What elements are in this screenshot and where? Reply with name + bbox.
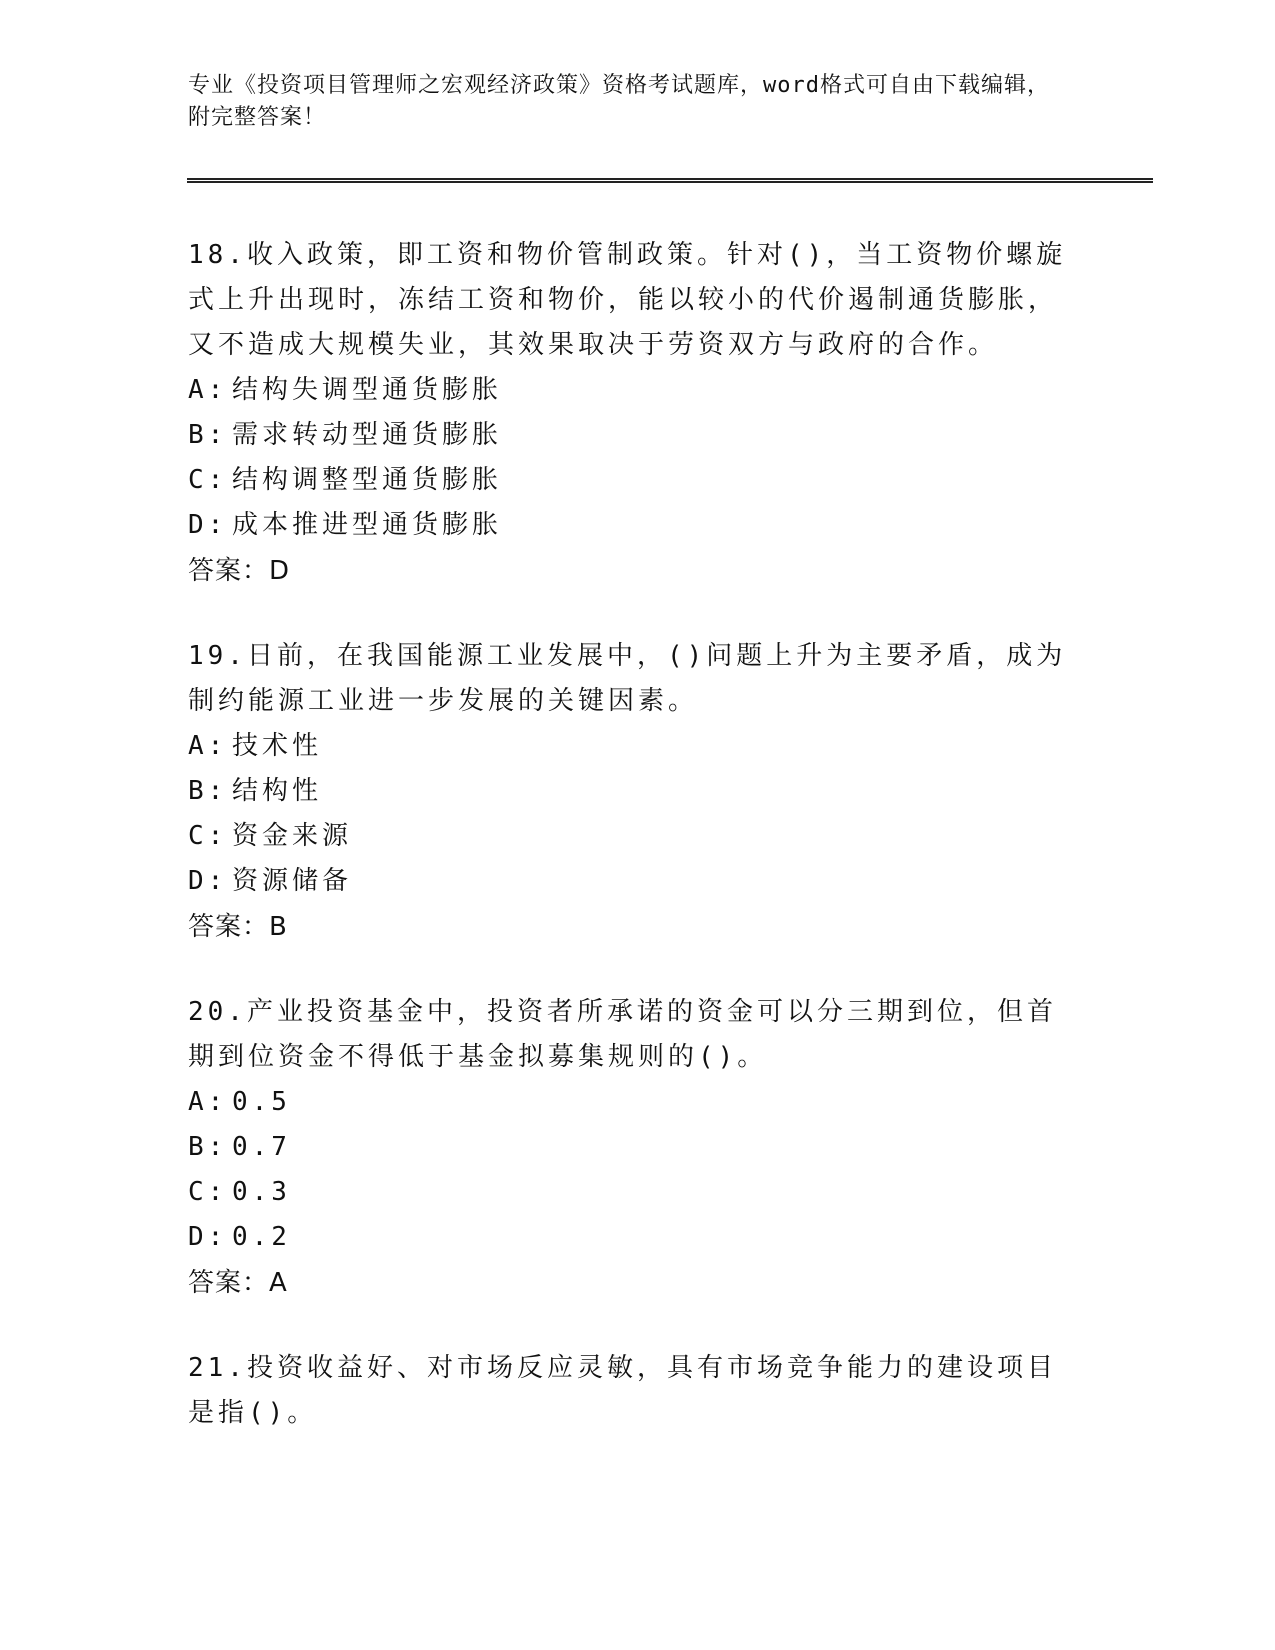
option-b — [188, 1125, 1068, 1170]
question-stem: 19.日前，在我国能源工业发展中，()问题上升为主要矛盾，成为制约能源工业进一步发展的关键因素。 — [188, 641, 1067, 716]
answer-line: 答案：A — [188, 1268, 288, 1298]
header-divider — [187, 178, 1153, 183]
option-text: 0.7 — [232, 1132, 291, 1162]
option-text: 0.2 — [232, 1222, 291, 1252]
option-key: C: — [188, 465, 228, 495]
option-text: 结构失调型通货膨胀 — [232, 375, 503, 405]
option-key: A: — [188, 375, 228, 405]
option-c — [188, 458, 1068, 503]
option-text: 技术性 — [232, 731, 323, 761]
option-a — [188, 724, 1068, 769]
option-key: D: — [188, 866, 228, 896]
option-key: B: — [188, 776, 228, 806]
question-21 — [188, 1346, 1068, 1436]
question-20 — [188, 990, 1068, 1306]
answer-line: 答案：B — [188, 912, 288, 942]
option-a — [188, 368, 1068, 413]
question-stem: 21.投资收益好、对市场反应灵敏，具有市场竞争能力的建设项目是指()。 — [188, 1353, 1057, 1428]
option-d — [188, 503, 1068, 548]
question-18 — [188, 233, 1068, 594]
option-key: C: — [188, 1177, 228, 1207]
option-key: B: — [188, 420, 228, 450]
question-list — [188, 233, 1068, 1476]
option-text: 成本推进型通货膨胀 — [232, 510, 503, 540]
option-key: D: — [188, 1222, 228, 1252]
option-text: 资源储备 — [232, 866, 353, 896]
option-text: 0.5 — [232, 1087, 291, 1117]
option-c — [188, 814, 1068, 859]
option-d — [188, 1215, 1068, 1260]
option-text: 需求转动型通货膨胀 — [232, 420, 503, 450]
option-key: D: — [188, 510, 228, 540]
option-c — [188, 1170, 1068, 1215]
option-key: A: — [188, 731, 228, 761]
question-19 — [188, 634, 1068, 950]
option-b — [188, 413, 1068, 458]
option-b — [188, 769, 1068, 814]
option-text: 资金来源 — [232, 821, 353, 851]
question-stem: 18.收入政策，即工资和物价管制政策。针对()，当工资物价螺旋式上升出现时，冻结工资和物价，能以较小的代价遏制通货膨胀，又不造成大规模失业，其效果取决于劳资双方与政府的合作。 — [188, 240, 1067, 360]
answer-line: 答案：D — [188, 556, 291, 586]
document-header: 专业《投资项目管理师之宏观经济政策》资格考试题库，word格式可自由下载编辑，附完整答案！ — [188, 73, 1050, 130]
option-key: B: — [188, 1132, 228, 1162]
question-stem: 20.产业投资基金中，投资者所承诺的资金可以分三期到位，但首期到位资金不得低于基金拟募集规则的()。 — [188, 997, 1057, 1072]
option-text: 结构性 — [232, 776, 323, 806]
option-key: C: — [188, 821, 228, 851]
option-text: 0.3 — [232, 1177, 291, 1207]
option-text: 结构调整型通货膨胀 — [232, 465, 503, 495]
option-d — [188, 859, 1068, 904]
option-a — [188, 1080, 1068, 1125]
option-key: A: — [188, 1087, 228, 1117]
